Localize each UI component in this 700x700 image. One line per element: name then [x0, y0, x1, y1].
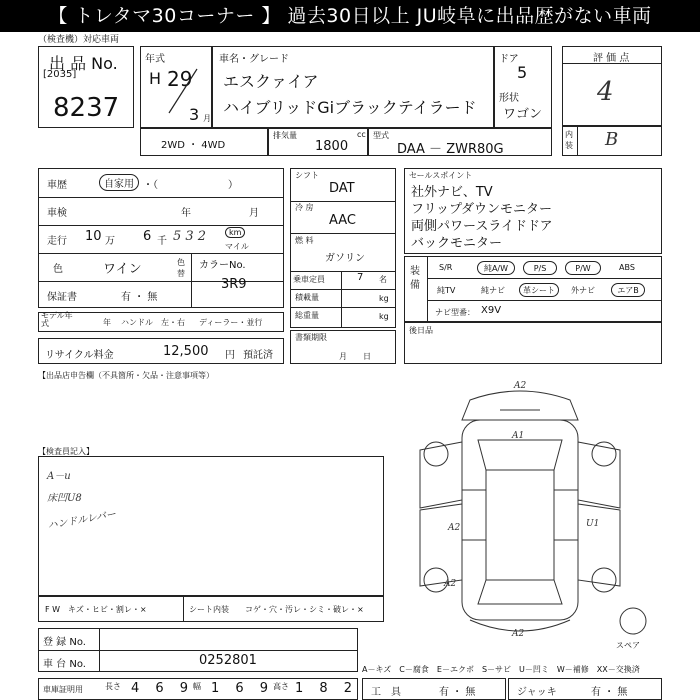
sales-line-2: フリップダウンモニター [411, 202, 553, 217]
door-value: 5 [517, 63, 528, 82]
cert-row [38, 678, 358, 700]
docs-unit: 月 日 [339, 352, 371, 361]
cert-height-label: 高さ [273, 682, 289, 691]
cert-label: 車庫証明用 [43, 685, 83, 694]
recycle-label: リサイクル料金 [45, 350, 114, 361]
sales-label: セールスポイント [409, 171, 473, 180]
mileage-km: km [225, 227, 245, 238]
mark-front-a2: A2 [512, 629, 525, 639]
mileage-label: 走行 [47, 236, 67, 247]
cert-length: 4 6 9 [131, 681, 195, 696]
mark-rear-a2: A2 [514, 381, 527, 391]
sales-box [404, 168, 662, 254]
spare-tire-icon [618, 606, 648, 636]
inspector-note-1: A－u [47, 471, 71, 482]
shape-value: ワゴン [503, 107, 543, 122]
mark-side-a2: A2 [448, 523, 461, 533]
docs-label: 書類期限 [295, 333, 327, 342]
warranty-value: 有 ・ 無 [121, 292, 158, 303]
inspector-note-2: 床凹U8 [47, 493, 82, 504]
equip-power-steering: P/S [523, 261, 557, 275]
sub-note: （検査機）対応車両 [38, 35, 120, 45]
banner-title: 【 トレタマ30コーナー 】 過去30日以上 JU岐阜に出品歴がない車両 [0, 0, 700, 32]
color-change-label: 色替 [177, 258, 185, 278]
displacement-box [268, 128, 368, 156]
after-box [404, 322, 662, 364]
recycle-box [38, 338, 284, 364]
equip-abs: ABS [619, 263, 635, 272]
inspector-note-3: ハンドルレバー [46, 509, 117, 532]
interior-box [562, 126, 662, 156]
color-value: ワイン [103, 262, 142, 277]
equip-navi: 純ナビ [481, 286, 505, 295]
equipment-label: 装備 [410, 266, 420, 291]
lot-number: 8237 [53, 93, 120, 123]
color-label: 色 [53, 264, 63, 275]
model-type-box [368, 128, 552, 156]
car-diagram [400, 380, 640, 650]
shift-label: シフト [295, 171, 319, 180]
equip-airbag: エアB [611, 283, 645, 297]
history-label: 車歴 [47, 180, 67, 191]
lot-box [38, 46, 134, 128]
after-label: 後日品 [409, 326, 433, 335]
history-value: 自家用 [99, 174, 139, 191]
score-value: 4 [597, 77, 614, 107]
recycle-unit: 円 [225, 350, 235, 361]
spare-label: スペア [616, 641, 640, 650]
score-label: 評 価 点 [593, 53, 630, 64]
tool-label: 工 具 [371, 687, 401, 698]
fw-row: F W キズ・ヒビ・割レ・× [45, 605, 147, 614]
history-rest: ・（ ） [143, 180, 238, 191]
door-box [494, 46, 552, 128]
year-month-unit: 月 [203, 114, 211, 123]
reg-label: 登 録 No. [43, 637, 86, 648]
jack-box [508, 678, 662, 700]
sales-line-1: 社外ナビ、TV [411, 185, 493, 200]
year-era: H [149, 69, 162, 88]
cert-length-label: 長さ [105, 682, 121, 691]
damage-legend: A－キズ C－腐食 E－エクボ S－サビ U－凹ミ W－補修 XX－交換済 [362, 665, 640, 674]
inspector-notes-box [38, 456, 384, 596]
inspection-label: 車検 [47, 208, 67, 219]
equip-alloy-wheel: 純A/W [477, 261, 515, 275]
name-box [212, 46, 494, 128]
docs-box [290, 330, 396, 364]
year-box [140, 46, 212, 128]
cert-height: 1 8 2 [295, 681, 359, 696]
mileage-man-unit: 万 [105, 236, 115, 247]
year-label: 年式 [145, 54, 165, 65]
mileage-rest: 5 3 2 [173, 229, 207, 244]
damage-row [38, 596, 384, 622]
mileage-sen-unit: 千 [157, 236, 167, 247]
model-year-unit: 年 [103, 318, 111, 327]
score-box [562, 46, 662, 126]
shape-label: 形状 [499, 93, 519, 104]
tool-value: 有 ・ 無 [439, 687, 476, 698]
recycle-value: 12,500 [163, 344, 209, 359]
equip-leather-seat: 革シート [519, 283, 559, 297]
recycle-note: 預託済 [243, 350, 273, 361]
ac-label: 冷 房 [295, 203, 314, 212]
year-value: 29 [167, 67, 193, 91]
sales-line-3: 両側パワースライドドア [411, 219, 553, 234]
chassis-value: 0252801 [199, 653, 257, 668]
capacity-unit: 名 [379, 275, 387, 284]
equipment-box [404, 256, 662, 322]
registration-box [38, 628, 358, 672]
fuel-value: ガソリン [325, 253, 365, 264]
equip-power-window: P/W [565, 261, 601, 275]
dealer-option: ディーラー・並行 [199, 318, 263, 327]
shift-value: DAT [329, 181, 355, 196]
model-name: エスクァイア [223, 72, 319, 91]
lot-tag: [2035] [43, 69, 77, 80]
chassis-label: 車 台 No. [43, 659, 86, 670]
cert-width-label: 幅 [193, 682, 201, 691]
mark-lower-a2: A2 [444, 579, 457, 589]
mark-side-u1: U1 [586, 519, 600, 529]
fuel-label: 燃 料 [295, 236, 314, 245]
inspection-year-unit: 年 [181, 208, 191, 219]
weight-unit: kg [379, 312, 389, 321]
cert-width: 1 6 9 [211, 681, 275, 696]
vehicle-info-grid [38, 168, 284, 308]
inspection-month-unit: 月 [249, 208, 259, 219]
drive-value: 2WD ・ 4WD [161, 140, 226, 151]
year-month: 3 [189, 105, 200, 124]
door-label: ドア [499, 54, 519, 65]
report-label: 【出品店申告欄（不具箇所・欠品・注意事項等） [38, 371, 214, 380]
displacement-unit: cc [357, 130, 366, 139]
mileage-mile: マイル [225, 242, 249, 251]
model-year-row [38, 312, 284, 332]
model-year-label: モデル年式 [41, 311, 73, 328]
mark-roof-a1: A1 [512, 431, 525, 441]
equip-aftermarket-navi: 外ナビ [571, 286, 595, 295]
capacity-label: 乗車定員 [293, 275, 325, 284]
color-no-value: 3R9 [221, 277, 247, 292]
load-label: 積載量 [295, 293, 319, 302]
ac-value: AAC [329, 213, 356, 228]
warranty-label: 保証書 [47, 292, 77, 303]
navi-model: X9V [481, 305, 502, 316]
equip-tv: 純TV [437, 286, 456, 295]
displacement-value: 1800 [315, 139, 349, 154]
tool-box [362, 678, 506, 700]
equip-sr: S/R [439, 263, 453, 272]
load-unit: kg [379, 294, 389, 303]
spec-column [290, 168, 396, 328]
weight-label: 総重量 [295, 311, 319, 320]
mileage-sen: 6 [143, 229, 152, 244]
drive-box [140, 128, 268, 156]
model-type-label: 型式 [373, 131, 389, 140]
model-type-value: DAA － ZWR80G [397, 142, 504, 157]
jack-label: ジャッキ [517, 687, 557, 698]
jack-value: 有 ・ 無 [591, 687, 628, 698]
sales-line-4: バックモニター [411, 236, 503, 251]
displacement-label: 排気量 [273, 131, 297, 140]
seat-row: シート内装 コゲ・穴・汚レ・シミ・破レ・× [189, 605, 364, 614]
name-label: 車名・グレード [219, 54, 289, 65]
inspector-label: 【検査員記入】 [38, 447, 94, 456]
lot-label: 出 品 No. [49, 54, 118, 73]
interior-value: B [605, 129, 619, 150]
interior-label: 内装 [565, 130, 573, 150]
color-no-label: カラーNo. [199, 260, 246, 271]
grade-name: ハイブリッドGiブラックテイラード [223, 98, 477, 117]
handle-option: ハンドル 左・右 [121, 318, 185, 327]
navi-label: ナビ型番： [435, 308, 475, 317]
capacity-value: 7 [357, 272, 364, 283]
mileage-man: 10 [85, 229, 102, 244]
